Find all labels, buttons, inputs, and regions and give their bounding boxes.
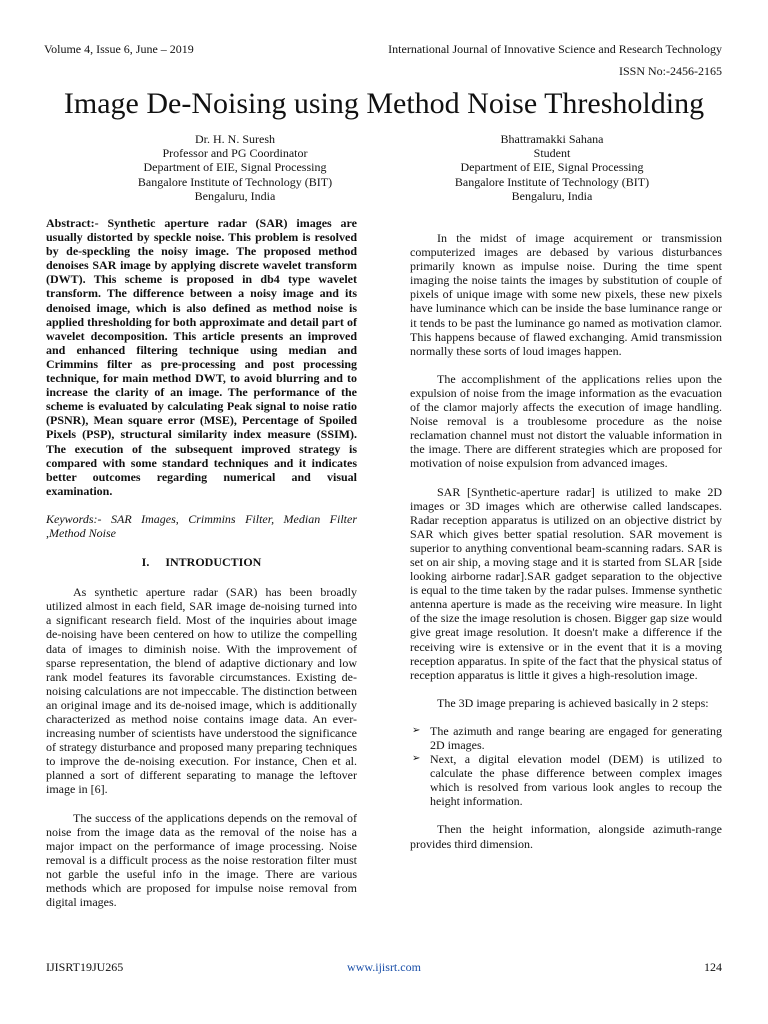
list-item-text: Next, a digital elevation model (DEM) is utilized to calculate the phase difference between complex images which is resolved from various look angles to recoup the height information. xyxy=(430,752,722,809)
author-dept: Department of EIE, Signal Processing xyxy=(143,160,327,175)
list-item xyxy=(410,724,722,752)
section-title: INTRODUCTION xyxy=(165,555,262,570)
author-name: Dr. H. N. Suresh xyxy=(195,132,275,146)
header-issn: ISSN No:-2456-2165 xyxy=(618,64,722,78)
author-block-1 xyxy=(100,132,370,203)
list-item-text: The azimuth and range bearing are engaged for generating 2D images. xyxy=(430,723,722,752)
keywords: Keywords:- SAR Images, Crimmins Filter, Median Filter ,Method Noise xyxy=(46,511,357,540)
left-column xyxy=(46,216,357,909)
paragraph: The 3D image preparing is achieved basically in 2 steps: xyxy=(437,695,709,710)
header-journal: International Journal of Innovative Science and Research Technology xyxy=(388,42,722,56)
author-dept: Department of EIE, Signal Processing xyxy=(460,160,644,175)
list-item xyxy=(410,752,722,808)
author-name: Bhattramakki Sahana xyxy=(500,132,604,146)
author-block-2 xyxy=(416,132,688,203)
arrow-bullet-icon: ➢ xyxy=(412,753,421,765)
author-city: Bengaluru, India xyxy=(194,188,276,203)
paragraph: In the midst of image acquirement or transmission computerized images are debased by various disturbances primarily known as impulse noise. During the time spent imaging the noise taints the images by substitution of couple of pixels of unique image with some new pixels, these new pixels have luminance which can be inside the base luminance range or it tends to be past the luminance go named as motivation clamor. This happens because of flawed exchanging. Amid transmission normally these sorts of loud images happen. xyxy=(410,231,722,358)
bullet-list xyxy=(410,724,722,809)
paragraph: As synthetic aperture radar (SAR) has been broadly utilized almost in each field, SAR image de-noising turned into a significant research field. Most of the inquiries about image de-noising have been centered on how to utilize the compelling data of images to diminish noise. With the improvement of sparse representation, the blend of adaptive dictionary and low rank model features its favorable circumstances. Existing de-noising calculations are not impeccable. The distinction between an original image and its de-noised image, which is additionally characterized as method noise contains image data. An ever-increasing number of scientists have understood the significance of strategy disturbance and proposed many preparing techniques to improve the de-noising execution. For instance, Chen et al. planned a sort of different separating to manage the leftover image in [6]. xyxy=(46,585,357,797)
abstract: Abstract:- Synthetic aperture radar (SAR) images are usually distorted by speckle noise. This problem is resolved by de-speckling the noisy image. The proposed method denoises SAR image by applying discrete wavelet transform (DWT). This scheme is proposed in db4 type wavelet transform. The difference between a noisy image and its denoised image, which is also defined as method noise is applied thresholding for both approximate and detail part of wavelet decomposition. This article presents an improved and enhanced filtering technique using median and Crimmins filter as pre-processing and post processing technique, for main method DWT, to avoid blurring and to increase the clarity of an image. The performance of the scheme is evaluated by calculating Peak signal to noise ratio (PSNR), Mean square error (MSE), Percentage of Spoiled Pixels (PSP), structural similarity index measure (SSIM). The execution of the subsequent improved strategy is compared with some standard techniques and it indicates better outcomes regarding numerical and visual examination. xyxy=(46,216,357,498)
paragraph: SAR [Synthetic-aperture radar] is utilized to make 2D images or 3D images which are otherwise called landscapes. Radar reception apparatus is utilized on an objective district by SAR which gives better spatial resolution. SAR movement is superior to anything conventional beam-scanning radars. SAR is set on air ship, a moving stage and it is started from SLAR [side looking airborne radar].SAR gadget separation to the objective is equal to the time taken by the radar pulses. Immense synthetic antenna aperture is made as the receiving wire measure. In light of the size the image resolution is chosen. Bigger gap size would give great image resolution. It doesn't make a difference if the receiving wire is extensive or in the event that it is a moving reception apparatus. In spite of the fact that the physical status of reception apparatus is little it gives a high-resolution image. xyxy=(410,484,722,682)
right-column xyxy=(410,231,722,851)
footer-paper-id: IJISRT19JU265 xyxy=(46,960,124,974)
author-role: Professor and PG Coordinator xyxy=(162,146,308,161)
paragraph: The success of the applications depends on the removal of noise from the image data as the removal of the noise has a major impact on the performance of image processing. Noise removal is a difficult process as the noise restoration filter must not garble the useful info in the image. There are various methods which are proposed for impulse noise removal from digital images. xyxy=(46,810,357,910)
section-number: I. xyxy=(141,555,150,570)
author-city: Bengaluru, India xyxy=(511,188,593,203)
header-volume: Volume 4, Issue 6, June – 2019 xyxy=(44,42,194,56)
author-role: Student xyxy=(533,146,571,161)
arrow-bullet-icon: ➢ xyxy=(412,724,421,736)
footer-url[interactable]: www.ijisrt.com xyxy=(347,960,421,974)
footer-page-number: 124 xyxy=(704,960,722,974)
author-institution: Bangalore Institute of Technology (BIT) xyxy=(454,174,650,189)
section-heading-introduction xyxy=(46,555,357,569)
paper-title: Image De-Noising using Method Noise Thresholding xyxy=(63,87,705,120)
paragraph: Then the height information, alongside azimuth-range provides third dimension. xyxy=(410,822,722,851)
paragraph: The accomplishment of the applications relies upon the expulsion of noise from the image information as the evacuation of the clamor majorly affects the execution of image handling. Noise removal is a troublesome procedure as the noise reclamation channel must not distort the valuable information in the image. There are different strategies which are proposed for motivation of noise expulsion from advanced images. xyxy=(410,371,722,471)
author-institution: Bangalore Institute of Technology (BIT) xyxy=(137,174,333,189)
